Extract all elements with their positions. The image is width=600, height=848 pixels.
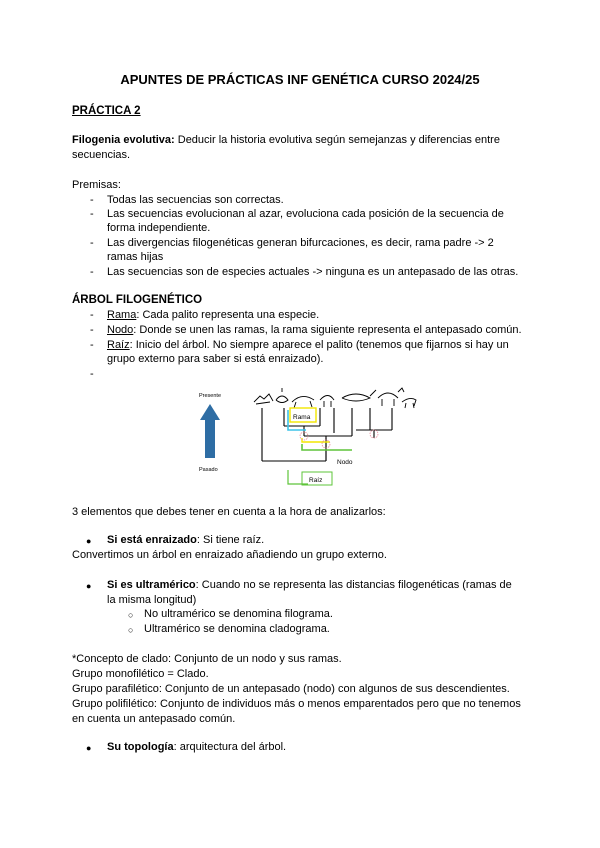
filogenia-def-line2: secuencias. [72,149,131,161]
elementos-intro: 3 elementos que debes tener en cuenta a la hora de analizarlos: [72,506,386,518]
species-silhouettes-icon [254,388,416,408]
topologia-item [107,740,286,755]
ultrametrico-term: Si es ultramérico [107,579,196,591]
list-item: Las secuencias son de especies actuales -> ninguna es un antepasado de las otras. [107,266,519,278]
filogenia-def-line1: Deducir la historia evolutiva según semejanzas y diferencias entre [174,134,500,146]
list-dash-empty: - [90,368,94,380]
enraizado-term: Si está enraizado [107,534,197,546]
premisas-label: Premisas: [72,179,121,191]
list-dash: - [90,309,94,321]
ultrametrico-def2: la misma longitud) [107,594,197,606]
list-dash: - [90,208,94,220]
filogenia-definition [72,133,500,148]
section-heading-arbol: ÁRBOL FILOGENÉTICO [72,294,203,306]
list-dash: - [90,266,94,278]
list-dash: - [90,339,94,351]
enraizado-item [107,533,264,548]
circle-bullet-icon: ○ [128,625,134,635]
tree-branches [262,408,392,461]
rama-label: Rama [293,414,311,421]
list-item-raiz [107,338,509,353]
section-heading-practica: PRÁCTICA 2 [72,105,141,117]
list-item: Las divergencias filogenéticas generan bifurcaciones, es decir, rama padre -> 2 [107,237,494,249]
list-item-cont: ramas hijas [107,251,164,263]
bullet-icon: ● [86,536,92,546]
nodo-def: : Donde se unen las ramas, la rama siguiente representa el antepasado común. [133,324,522,336]
raiz-def-cont: grupo externo para saber si está enraizado). [107,353,324,365]
nodo-term: Nodo [107,324,134,336]
sub-item: No ultramérico se denomina filograma. [144,608,333,620]
list-item: Las secuencias evolucionan al azar, evoluciona cada posición de la secuencia de [107,208,504,220]
clado-line: *Concepto de clado: Conjunto de un nodo y sus ramas. [72,653,342,665]
raiz-label: Raíz [309,477,323,484]
rama-term: Rama [107,309,137,321]
enraizado-def: : Si tiene raíz. [196,534,265,546]
green-highlight [302,444,352,450]
list-dash: - [90,237,94,249]
phylogenetic-tree-diagram [192,378,420,496]
sub-item: Ultramérico se denomina cladograma. [144,623,330,635]
circle-bullet-icon: ○ [128,610,134,620]
raiz-def: : Inicio del árbol. No siempre aparece el palito (tenemos que fijarnos si hay un [129,339,509,351]
time-arrow-icon [200,404,220,458]
list-item: Todas las secuencias son correctas. [107,194,284,206]
presente-label: Presente [199,393,222,399]
list-item-rama [107,308,319,323]
topologia-def: : arquitectura del árbol. [173,741,287,753]
topologia-term: Su topología [107,741,174,753]
clado-line: Grupo monofilético = Clado. [72,668,209,680]
list-dash: - [90,324,94,336]
clado-line: Grupo polifilético: Conjunto de individuos más o menos emparentados pero que no tenemos [72,698,521,710]
rama-def: : Cada palito representa una especie. [136,309,320,321]
enraizado-follow: Convertimos un árbol en enraizado añadiendo un grupo externo. [72,549,387,561]
filogenia-term: Filogenia evolutiva: [72,134,175,146]
clado-line: en cuenta un antepasado común. [72,713,236,725]
raiz-term: Raíz [107,339,130,351]
pasado-label: Pasado [199,467,218,473]
list-dash: - [90,194,94,206]
list-item-cont: forma independiente. [107,222,211,234]
document-title: APUNTES DE PRÁCTICAS INF GENÉTICA CURSO 2024/25 [120,72,480,87]
ultrametrico-item [107,578,512,593]
ultrametrico-def1: : Cuando no se representa las distancias filogenéticas (ramas de [195,579,512,591]
nodo-label: Nodo [337,459,353,466]
bullet-icon: ● [86,743,92,753]
bullet-icon: ● [86,581,92,591]
list-item-nodo [107,323,522,338]
clado-line: Grupo parafilético: Conjunto de un antepasado (nodo) con algunos de sus descendientes. [72,683,510,695]
